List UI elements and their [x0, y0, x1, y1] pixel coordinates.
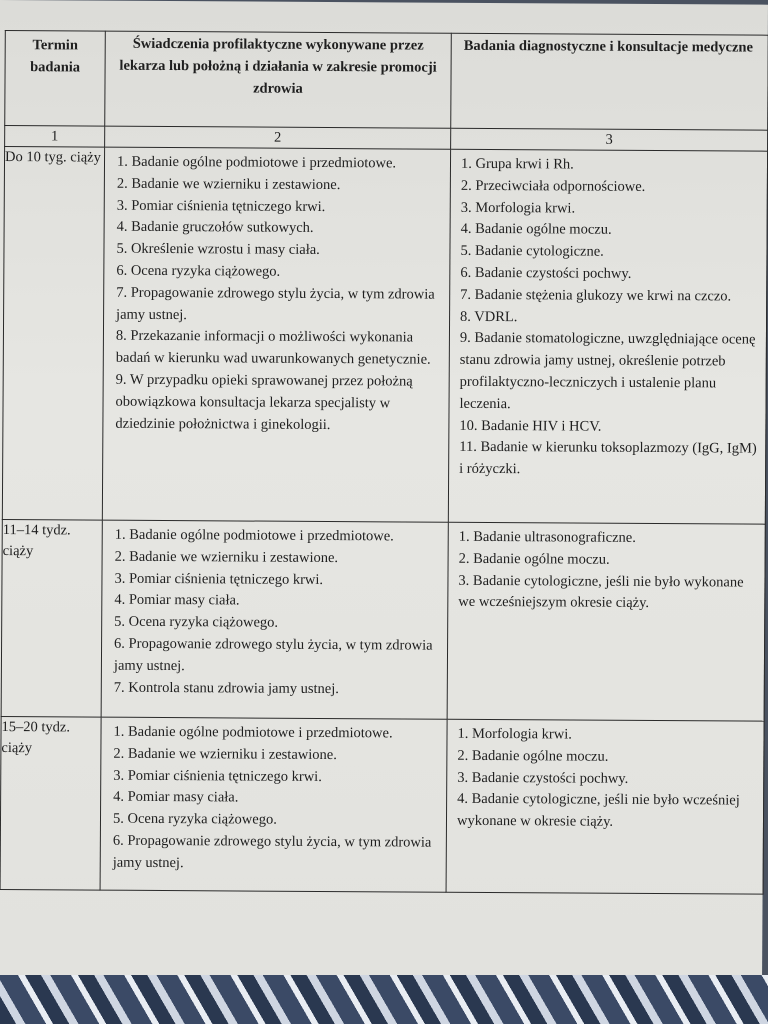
diagnostic-item: 3. Morfologia krwi. — [460, 199, 576, 217]
column-number: 2 — [105, 126, 451, 149]
term-cell: Do 10 tyg. ciąży — [2, 147, 104, 521]
diagnostic-item: 6. Badanie czystości pochwy. — [460, 264, 632, 282]
diagnostic-item: 2. Przeciwciała odpornościowe. — [460, 177, 646, 195]
service-item: 6. Propagowanie zdrowego stylu życia, w tym zdrowia jamy ustnej. — [112, 832, 432, 871]
table-row — [2, 147, 767, 525]
table-row — [0, 717, 764, 895]
services-list — [102, 521, 448, 701]
service-item: 7. Propagowanie zdrowego stylu życia, w tym zdrowia jamy ustnej. — [116, 284, 435, 323]
service-item: 5. Ocena ryzyka ciążowego. — [112, 810, 277, 828]
diagnostic-item: 2. Badanie ogólne moczu. — [457, 747, 609, 765]
services-list — [101, 718, 447, 877]
service-item: 4. Pomiar masy ciała. — [114, 592, 240, 609]
service-item: 5. Określenie wzrostu i masy ciała. — [116, 240, 320, 259]
diagnostic-item: 3. Badanie cytologiczne, jeśli nie było wykonane we wcześniejszym okresie ciąży. — [458, 572, 744, 612]
diagnostic-item: 10. Badanie HIV i HCV. — [459, 417, 602, 435]
service-item: 3. Pomiar ciśnienia tętniczego krwi. — [113, 767, 322, 785]
column-number: 1 — [5, 126, 105, 148]
diagnostic-item: 9. Badanie stomatologiczne, uwzględniające ocenę stanu zdrowia jamy ustnej, określenie potrzeb profilaktyczno-leczniczych i ustalenie planu leczenia. — [459, 330, 756, 412]
service-item: 3. Pomiar ciśnienia tętniczego krwi. — [116, 197, 326, 215]
header-row — [5, 31, 768, 131]
services-cell — [102, 147, 450, 522]
diagnostics-cell — [447, 522, 765, 721]
service-item: 7. Kontrola stanu zdrowia jamy ustnej. — [113, 679, 339, 697]
header-term: Termin badania — [5, 31, 106, 127]
service-item: 1. Badanie ogólne podmiotowe i przedmiotowe. — [114, 526, 394, 545]
diagnostic-item: 1. Badanie ultrasonograficzne. — [458, 528, 636, 546]
service-item: 2. Badanie we wzierniku i zestawione. — [113, 745, 337, 763]
diagnostics-cell — [448, 149, 767, 524]
background-fabric — [0, 975, 768, 1024]
diagnostic-item: 2. Badanie ogólne moczu. — [458, 550, 610, 568]
service-item: 8. Przekazanie informacji o możliwości wykonania badań w kierunku wad uwarunkowanych genetycznie. — [115, 328, 431, 368]
diagnostic-item: 4. Badanie ogólne moczu. — [460, 221, 612, 239]
term-cell: 15–20 tydz. ciąży — [0, 717, 101, 891]
services-cell — [101, 520, 448, 719]
service-item: 6. Ocena ryzyka ciążowego. — [116, 262, 281, 280]
prenatal-care-table — [0, 30, 768, 895]
diagnostics-list — [448, 523, 765, 616]
diagnostic-item: 1. Grupa krwi i Rh. — [460, 155, 574, 173]
service-item: 1. Badanie ogólne podmiotowe i przedmiotowe. — [113, 723, 393, 742]
term-cell: 11–14 tydz. ciąży — [1, 520, 102, 718]
service-item: 3. Pomiar ciśnienia tętniczego krwi. — [114, 570, 324, 588]
diagnostics-list — [449, 150, 767, 483]
service-item: 4. Pomiar masy ciała. — [113, 789, 239, 806]
diagnostics-cell — [446, 719, 764, 894]
service-item: 2. Badanie we wzierniku i zestawione. — [114, 548, 339, 566]
header-services: Świadczenia profilaktyczne wykonywane przez lekarza lub położną i działania w zakresie promocji zdrowia — [105, 31, 452, 128]
diagnostic-item: 5. Badanie cytologiczne. — [460, 243, 604, 260]
service-item: 5. Ocena ryzyka ciążowego. — [114, 613, 279, 631]
service-item: 4. Badanie gruczołów sutkowych. — [116, 219, 314, 237]
table-row — [1, 520, 765, 722]
services-cell — [100, 717, 447, 892]
service-item: 2. Badanie we wzierniku i zestawione. — [116, 175, 341, 193]
diagnostic-item: 11. Badanie w kierunku toksoplazmozy (IgG, IgM) i różyczki. — [459, 439, 757, 478]
service-item: 9. W przypadku opieki sprawowanej przez położną obowiązkowa konsultacja lekarza specjalisty w dziedzinie położnictwa i ginekologii. — [115, 371, 413, 433]
services-list — [103, 148, 450, 437]
service-item: 6. Propagowanie zdrowego stylu życia, w tym zdrowia jamy ustnej. — [113, 635, 433, 674]
diagnostic-item: 7. Badanie stężenia glukozy we krwi na czczo. — [460, 286, 732, 305]
diagnostic-item: 4. Badanie cytologiczne, jeśli nie było wcześniej wykonane w okresie ciąży. — [456, 791, 740, 830]
header-diagnostics: Badania diagnostyczne i konsultacje medyczne — [451, 33, 768, 130]
diagnostics-list — [447, 720, 764, 835]
column-number: 3 — [451, 128, 768, 151]
diagnostic-item: 3. Badanie czystości pochwy. — [457, 769, 629, 787]
diagnostic-item: 1. Morfologia krwi. — [457, 725, 572, 743]
diagnostic-item: 8. VDRL. — [460, 308, 518, 325]
service-item: 1. Badanie ogólne podmiotowe i przedmiotowe. — [116, 153, 397, 172]
